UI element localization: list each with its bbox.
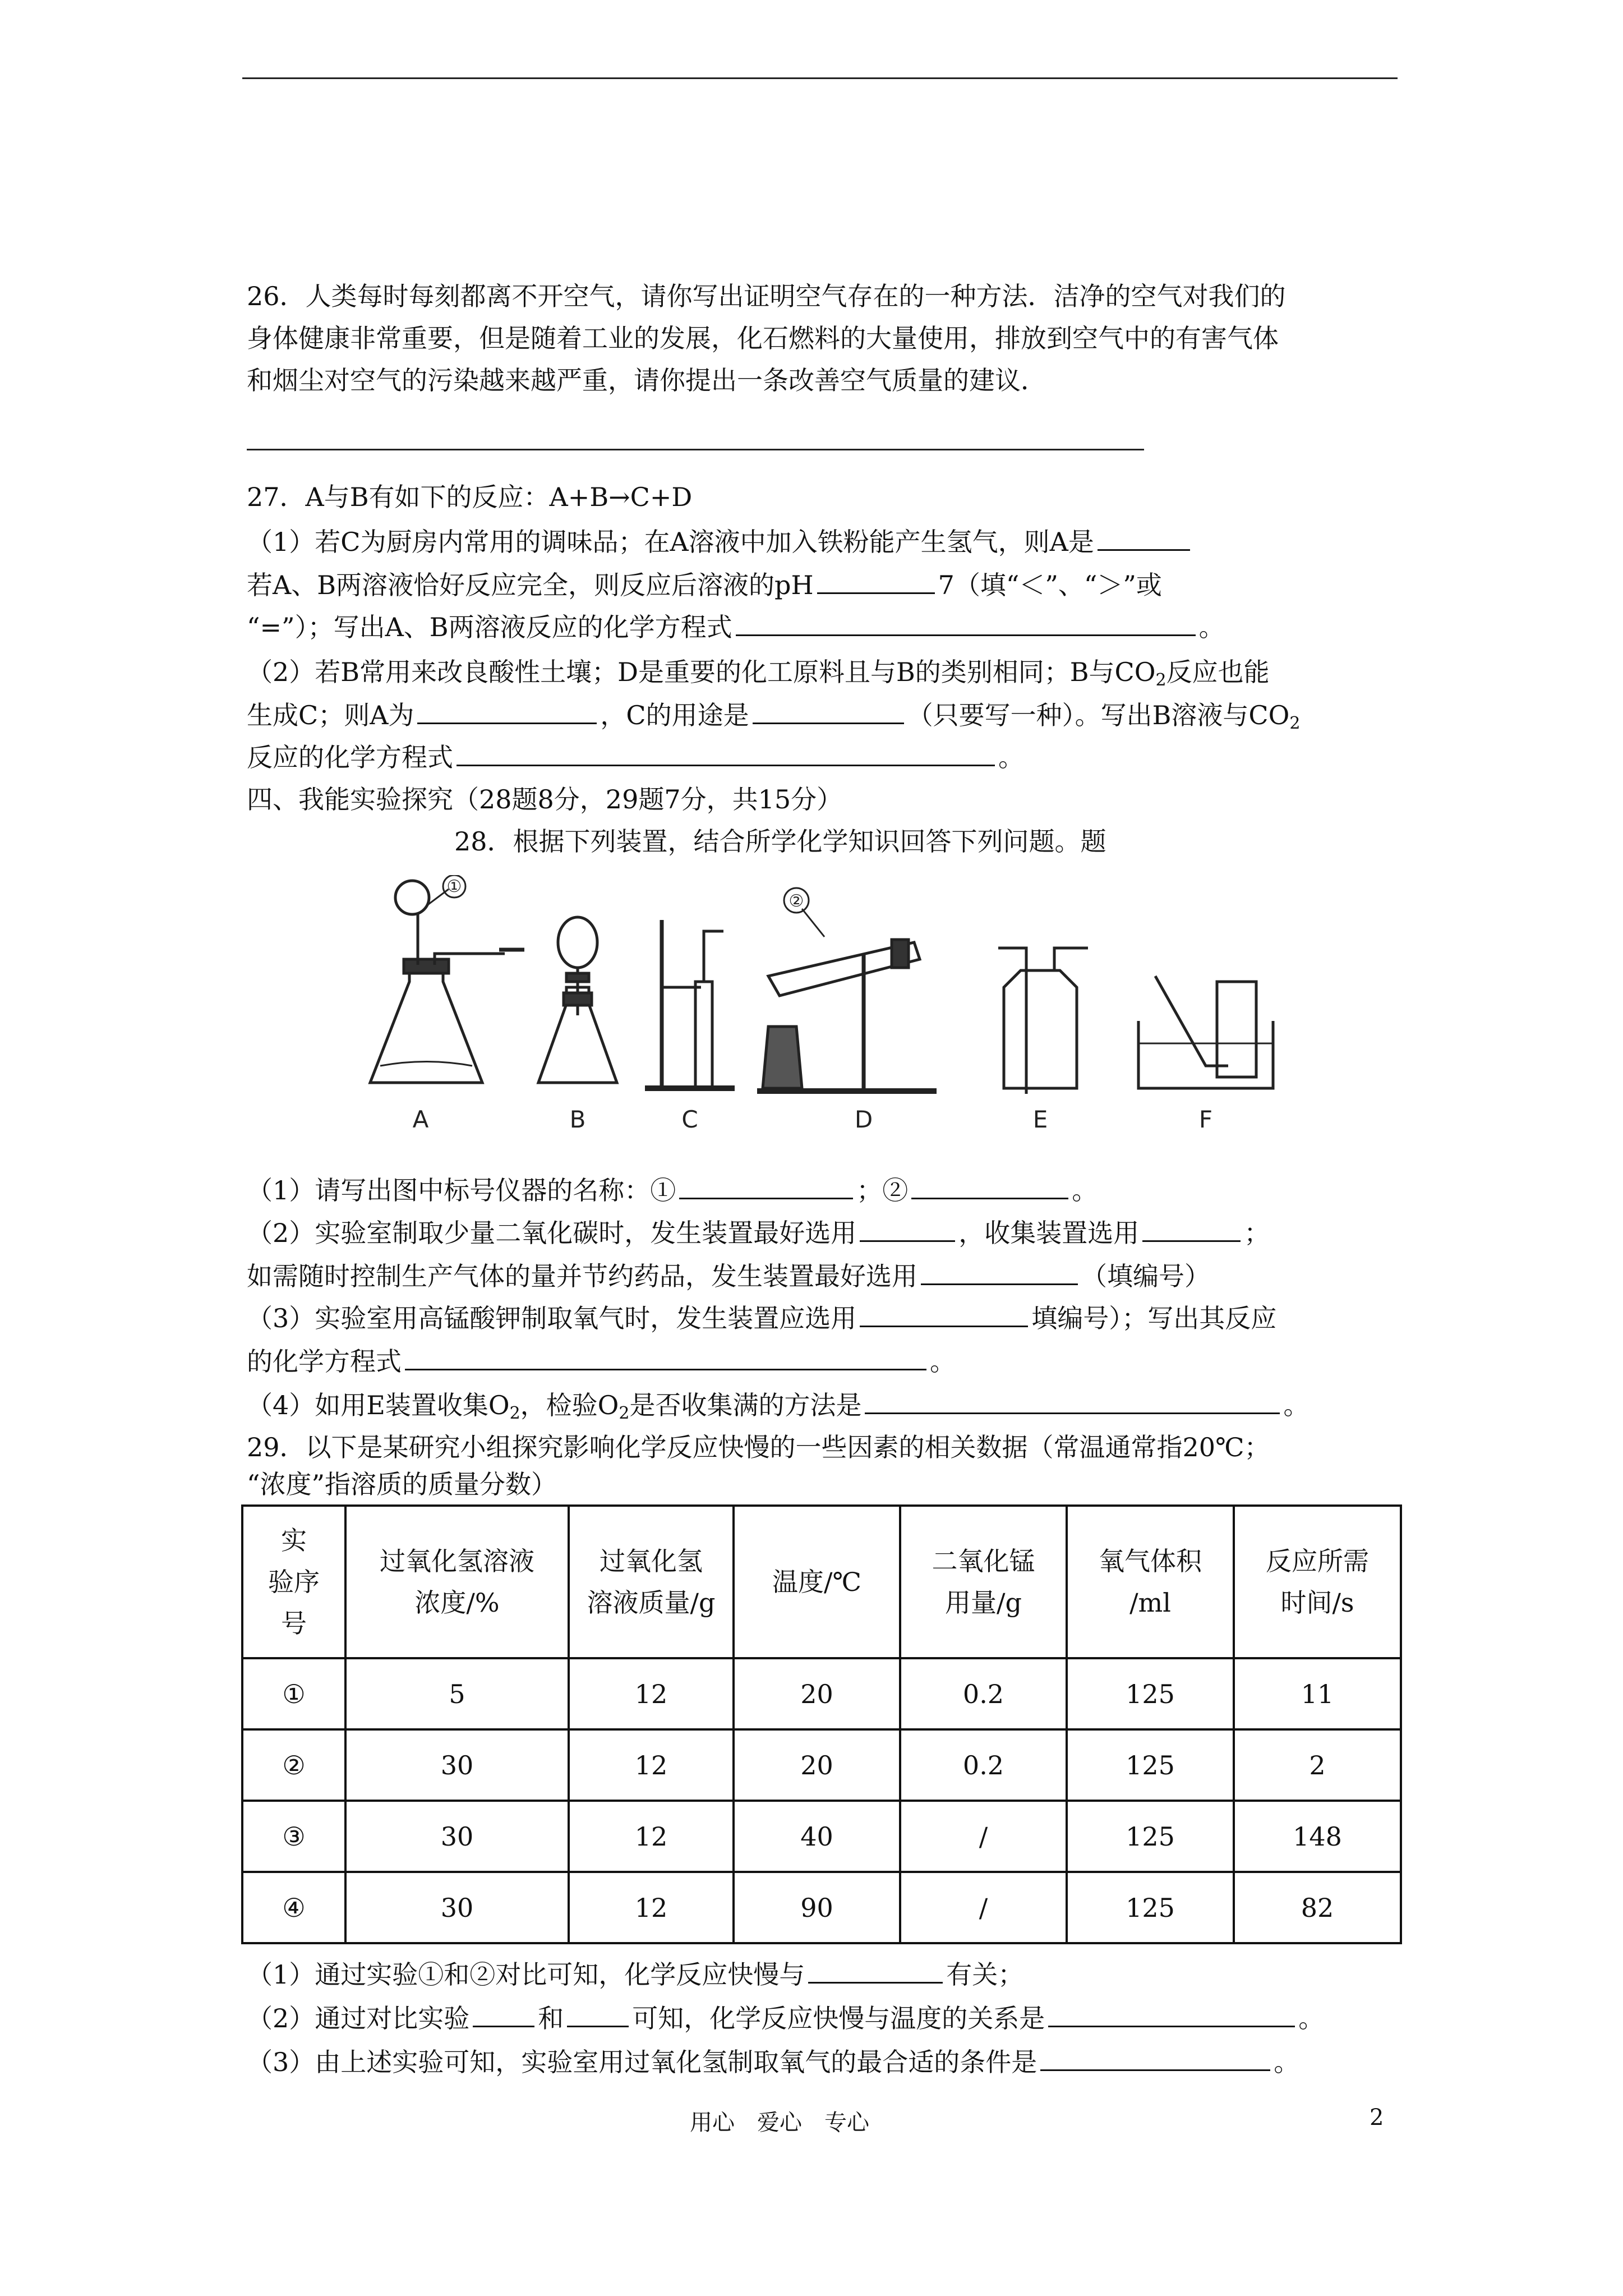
table-cell: 12 [569,1729,734,1801]
table-cell: 90 [734,1872,900,1943]
q27-part2-line2: 生成C；则A为 ，C的用途是 （只要写一种）。写出B溶液与$CO_2$ [247,693,1300,738]
table-cell: 82 [1234,1872,1401,1943]
header-mno2-amount: 二氧化锰 用量/g [900,1506,1067,1658]
table-cell: ② [242,1729,345,1801]
table-cell: 20 [734,1658,900,1729]
figure-label-c: C [681,1106,698,1133]
q28-answer-instrument-2[interactable] [911,1172,1068,1199]
header-experiment-no: 实 验序 号 [242,1506,345,1658]
table-cell: 2 [1234,1729,1401,1801]
table-cell: 11 [1234,1658,1401,1729]
q27-answer-a[interactable] [1098,523,1190,551]
q28-answer-collector[interactable] [1142,1214,1241,1242]
q29-answer-temp-relation[interactable] [1048,2000,1295,2027]
q28-part2-line2: 如需随时控制生产气体的量并节约药品，发生装置最好选用 （填编号） [247,1254,1210,1299]
table-cell: 40 [734,1801,900,1872]
table-cell: 5 [345,1658,569,1729]
figure-marker-1: ① [446,877,462,896]
figure-label-b: B [569,1106,586,1133]
q28-part3-line2: 的化学方程式 。 [247,1339,956,1384]
table-row [242,1658,1401,1729]
q28-answer-controlled-generator[interactable] [921,1258,1078,1285]
table-cell: 30 [345,1801,569,1872]
q28-answer-instrument-1[interactable] [679,1172,853,1199]
figure-label-d: D [854,1106,873,1133]
figure-label-a: A [412,1106,429,1133]
header-temperature: 温度/℃ [734,1506,900,1658]
top-rule [242,77,1398,79]
q28-part3-line1: （3）实验室用高锰酸钾制取氧气时，发生装置应选用 填编号）；写出其反应 [247,1296,1276,1341]
q27-answer-equation1[interactable] [736,609,1196,636]
table-row [242,1729,1401,1801]
apparatus-d-heated-test-tube-icon [757,888,937,1133]
apparatus-f-water-trough-icon [1138,976,1273,1133]
q26-answer-line[interactable] [247,449,1144,450]
figure-marker-2: ② [789,891,804,911]
table-cell: 12 [569,1658,734,1729]
q29-intro-line2: “浓度”指溶质的质量分数） [247,1469,557,1499]
q27-part2-line3: 反应的化学方程式 。 [247,735,1024,780]
q27-answer-use[interactable] [753,697,904,724]
section-4-heading: 四、我能实验探究（28题8分，29题7分，共15分） [247,784,843,815]
header-concentration: 过氧化氢溶液 浓度/% [345,1506,569,1658]
page-number: 2 [1370,2105,1384,2131]
table-cell: 30 [345,1872,569,1943]
q29-answer-factor[interactable] [808,1956,943,1984]
apparatus-a-flask-with-funnel-icon [370,875,524,1133]
table-cell: 12 [569,1872,734,1943]
table-cell: 125 [1067,1729,1234,1801]
table-cell: / [900,1872,1067,1943]
apparatus-e-gas-bottle-icon [998,948,1088,1133]
table-cell: ④ [242,1872,345,1943]
table-cell: ③ [242,1801,345,1872]
q28-part4: （4）如用E装置收集$O_2$，检验$O_2$是否收集满的方法是 。 [247,1383,1309,1428]
q28-title: 28．根据下列装置，结合所学化学知识回答下列问题。题 [454,826,1106,857]
q29-answer-exp-2[interactable] [567,2000,629,2027]
table-cell: 20 [734,1729,900,1801]
q27-part1-line1: （1）若C为厨房内常用的调味品；在A溶液中加入铁粉能产生氢气，则A是 [247,519,1193,564]
table-cell: 30 [345,1729,569,1801]
q27-part1-line3: “=”）；写出A、B两溶液反应的化学方程式 。 [247,605,1225,650]
figure-label-f: F [1198,1106,1213,1133]
table-cell: 0.2 [900,1658,1067,1729]
apparatus-c-stand-with-tube-icon [645,920,735,1133]
q26-line-2: 身体健康非常重要，但是随着工业的发展，化石燃料的大量使用，排放到空气中的有害气体 [247,323,1279,353]
q28-answer-check-method[interactable] [865,1387,1280,1414]
q29-answer-exp-1[interactable] [473,2000,534,2027]
table-cell: 125 [1067,1872,1234,1943]
table-cell: ① [242,1658,345,1729]
q29-part3: （3）由上述实验可知，实验室用过氧化氢制取氧气的最合适的条件是 。 [247,2040,1299,2085]
q27-part1-line2: 若A、B两溶液恰好反应完全，则反应后溶液的pH 7（填“＜”、“＞”或 [247,563,1162,608]
table-row [242,1872,1401,1943]
header-solution-mass: 过氧化氢 溶液质量/g [569,1506,734,1658]
figure-label-e: E [1032,1106,1048,1133]
q29-intro-line1: 29．以下是某研究小组探究影响化学反应快慢的一些因素的相关数据（常温通常指20℃； [247,1432,1270,1462]
table-row [242,1801,1401,1872]
header-oxygen-volume: 氧气体积 /ml [1067,1506,1234,1658]
table-cell: 12 [569,1801,734,1872]
apparatus-b-flask-with-separatory-funnel-icon [538,917,617,1133]
table-cell: 125 [1067,1658,1234,1729]
table-cell: 148 [1234,1801,1401,1872]
q28-answer-equation[interactable] [405,1343,926,1370]
q28-answer-kmno4-generator[interactable] [860,1300,1028,1327]
q29-answer-best-condition[interactable] [1040,2044,1270,2071]
lab-apparatus-figure [331,875,1453,1133]
q28-answer-generator[interactable] [860,1214,955,1242]
q29-part1: （1）通过实验①和②对比可知，化学反应快慢与 有关； [247,1952,1023,1997]
table-cell: / [900,1801,1067,1872]
q27-answer-ph[interactable] [817,567,935,594]
table-cell: 0.2 [900,1729,1067,1801]
table-cell: 125 [1067,1801,1234,1872]
header-reaction-time: 反应所需 时间/s [1234,1506,1401,1658]
q26-line-1: 26．人类每时每刻都离不开空气，请你写出证明空气存在的一种方法．洁净的空气对我们的 [247,281,1286,311]
q27-answer-a2[interactable] [417,697,597,724]
q28-part1: （1）请写出图中标号仪器的名称：① ；② 。 [247,1168,1098,1213]
q28-part2-line1: （2）实验室制取少量二氧化碳时，发生装置最好选用 ，收集装置选用 ； [247,1211,1270,1255]
q26-line-3: 和烟尘对空气的污染越来越严重，请你提出一条改善空气质量的建议． [247,365,1046,395]
q27-title: 27．A与B有如下的反应：A+B→C+D [247,482,693,512]
q29-part2: （2）通过对比实验 和 可知，化学反应快慢与温度的关系是 。 [247,1996,1324,2041]
footer-motto: 用心 爱心 专心 [690,2110,869,2136]
q29-data-table [241,1504,1402,1944]
q27-part2-line1: （2）若B常用来改良酸性土壤；D是重要的化工原料且与B的类别相同；B与$CO_2$反应也能 [247,657,1270,690]
q27-answer-equation2[interactable] [457,739,995,766]
